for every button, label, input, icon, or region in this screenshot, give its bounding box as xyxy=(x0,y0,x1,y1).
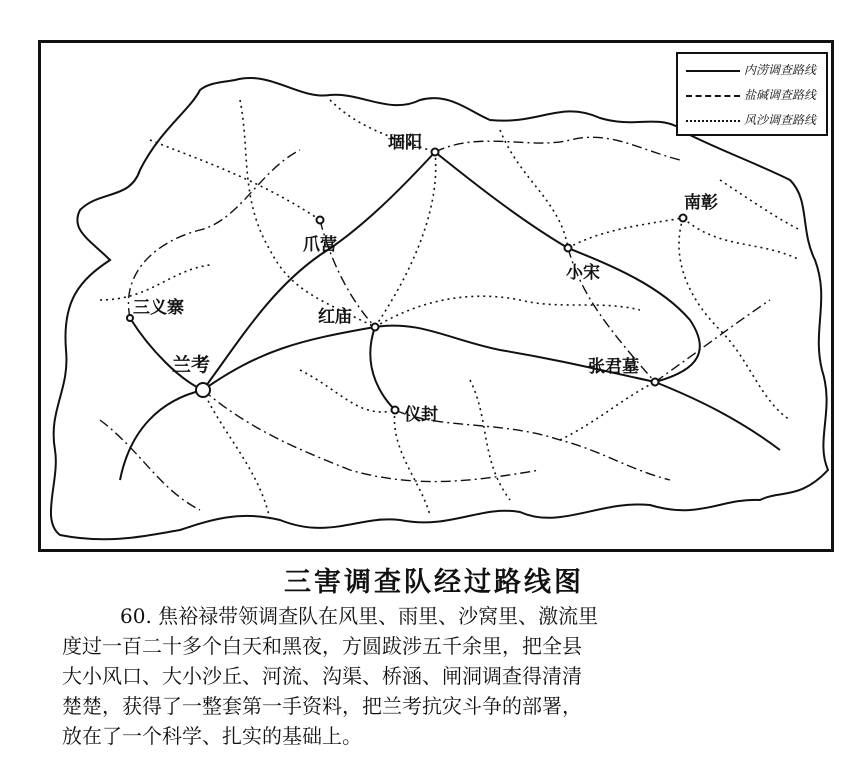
label-yifeng: 仪封 xyxy=(404,405,438,425)
label-zhuaying: 爪营 xyxy=(303,235,337,255)
legend-label: 内涝调查路线 xyxy=(744,63,817,77)
caption-line: 楚楚，获得了一整套第一手资料，把兰考抗灾斗争的部署， xyxy=(62,694,582,718)
legend-label: 风沙调查路线 xyxy=(744,113,817,127)
map-title: 三害调查队经过路线图 xyxy=(284,567,584,598)
marker-zhuaying xyxy=(317,217,324,224)
caption-line: 60. 焦裕禄带领调查队在风里、雨里、沙窝里、激流里 xyxy=(120,604,599,628)
marker-nanzhang xyxy=(680,215,687,222)
label-zhangjunmu: 张君墓 xyxy=(588,357,639,377)
marker-guyang xyxy=(432,149,439,156)
solid-routes xyxy=(120,152,780,480)
dashdot-routes xyxy=(100,137,770,510)
caption-line: 放在了一个科学、扎实的基础上。 xyxy=(62,724,362,748)
marker-hongmiao xyxy=(372,324,379,331)
marker-yifeng xyxy=(392,407,399,414)
marker-xiaosong xyxy=(565,245,572,252)
label-xiaosong: 小宋 xyxy=(566,263,600,283)
caption-line: 度过一百二十多个白天和黑夜，方圆跋涉五千余里，把全县 xyxy=(62,634,582,658)
legend-label: 盐碱调查路线 xyxy=(744,88,817,102)
legend-item-dotted xyxy=(684,110,824,130)
legend-item-dashdot xyxy=(684,85,824,105)
label-guyang: 堌阳 xyxy=(388,133,422,153)
legend-dashdot-line xyxy=(686,95,740,97)
label-hongmiao: 红庙 xyxy=(318,307,352,327)
map-legend xyxy=(676,52,828,136)
legend-dotted-line xyxy=(686,120,740,122)
caption-line: 大小风口、大小沙丘、河流、沟渠、桥涵、闸洞调查得清清 xyxy=(62,664,582,688)
caption xyxy=(62,601,822,751)
legend-item-solid xyxy=(684,60,824,80)
label-sanyizhai: 三义寨 xyxy=(133,298,184,318)
label-nanzhang: 南彰 xyxy=(684,193,718,213)
legend-solid-line xyxy=(686,70,740,72)
marker-lankao xyxy=(196,383,210,397)
marker-zhangjunmu xyxy=(652,379,659,386)
label-lankao: 兰考 xyxy=(172,354,211,376)
